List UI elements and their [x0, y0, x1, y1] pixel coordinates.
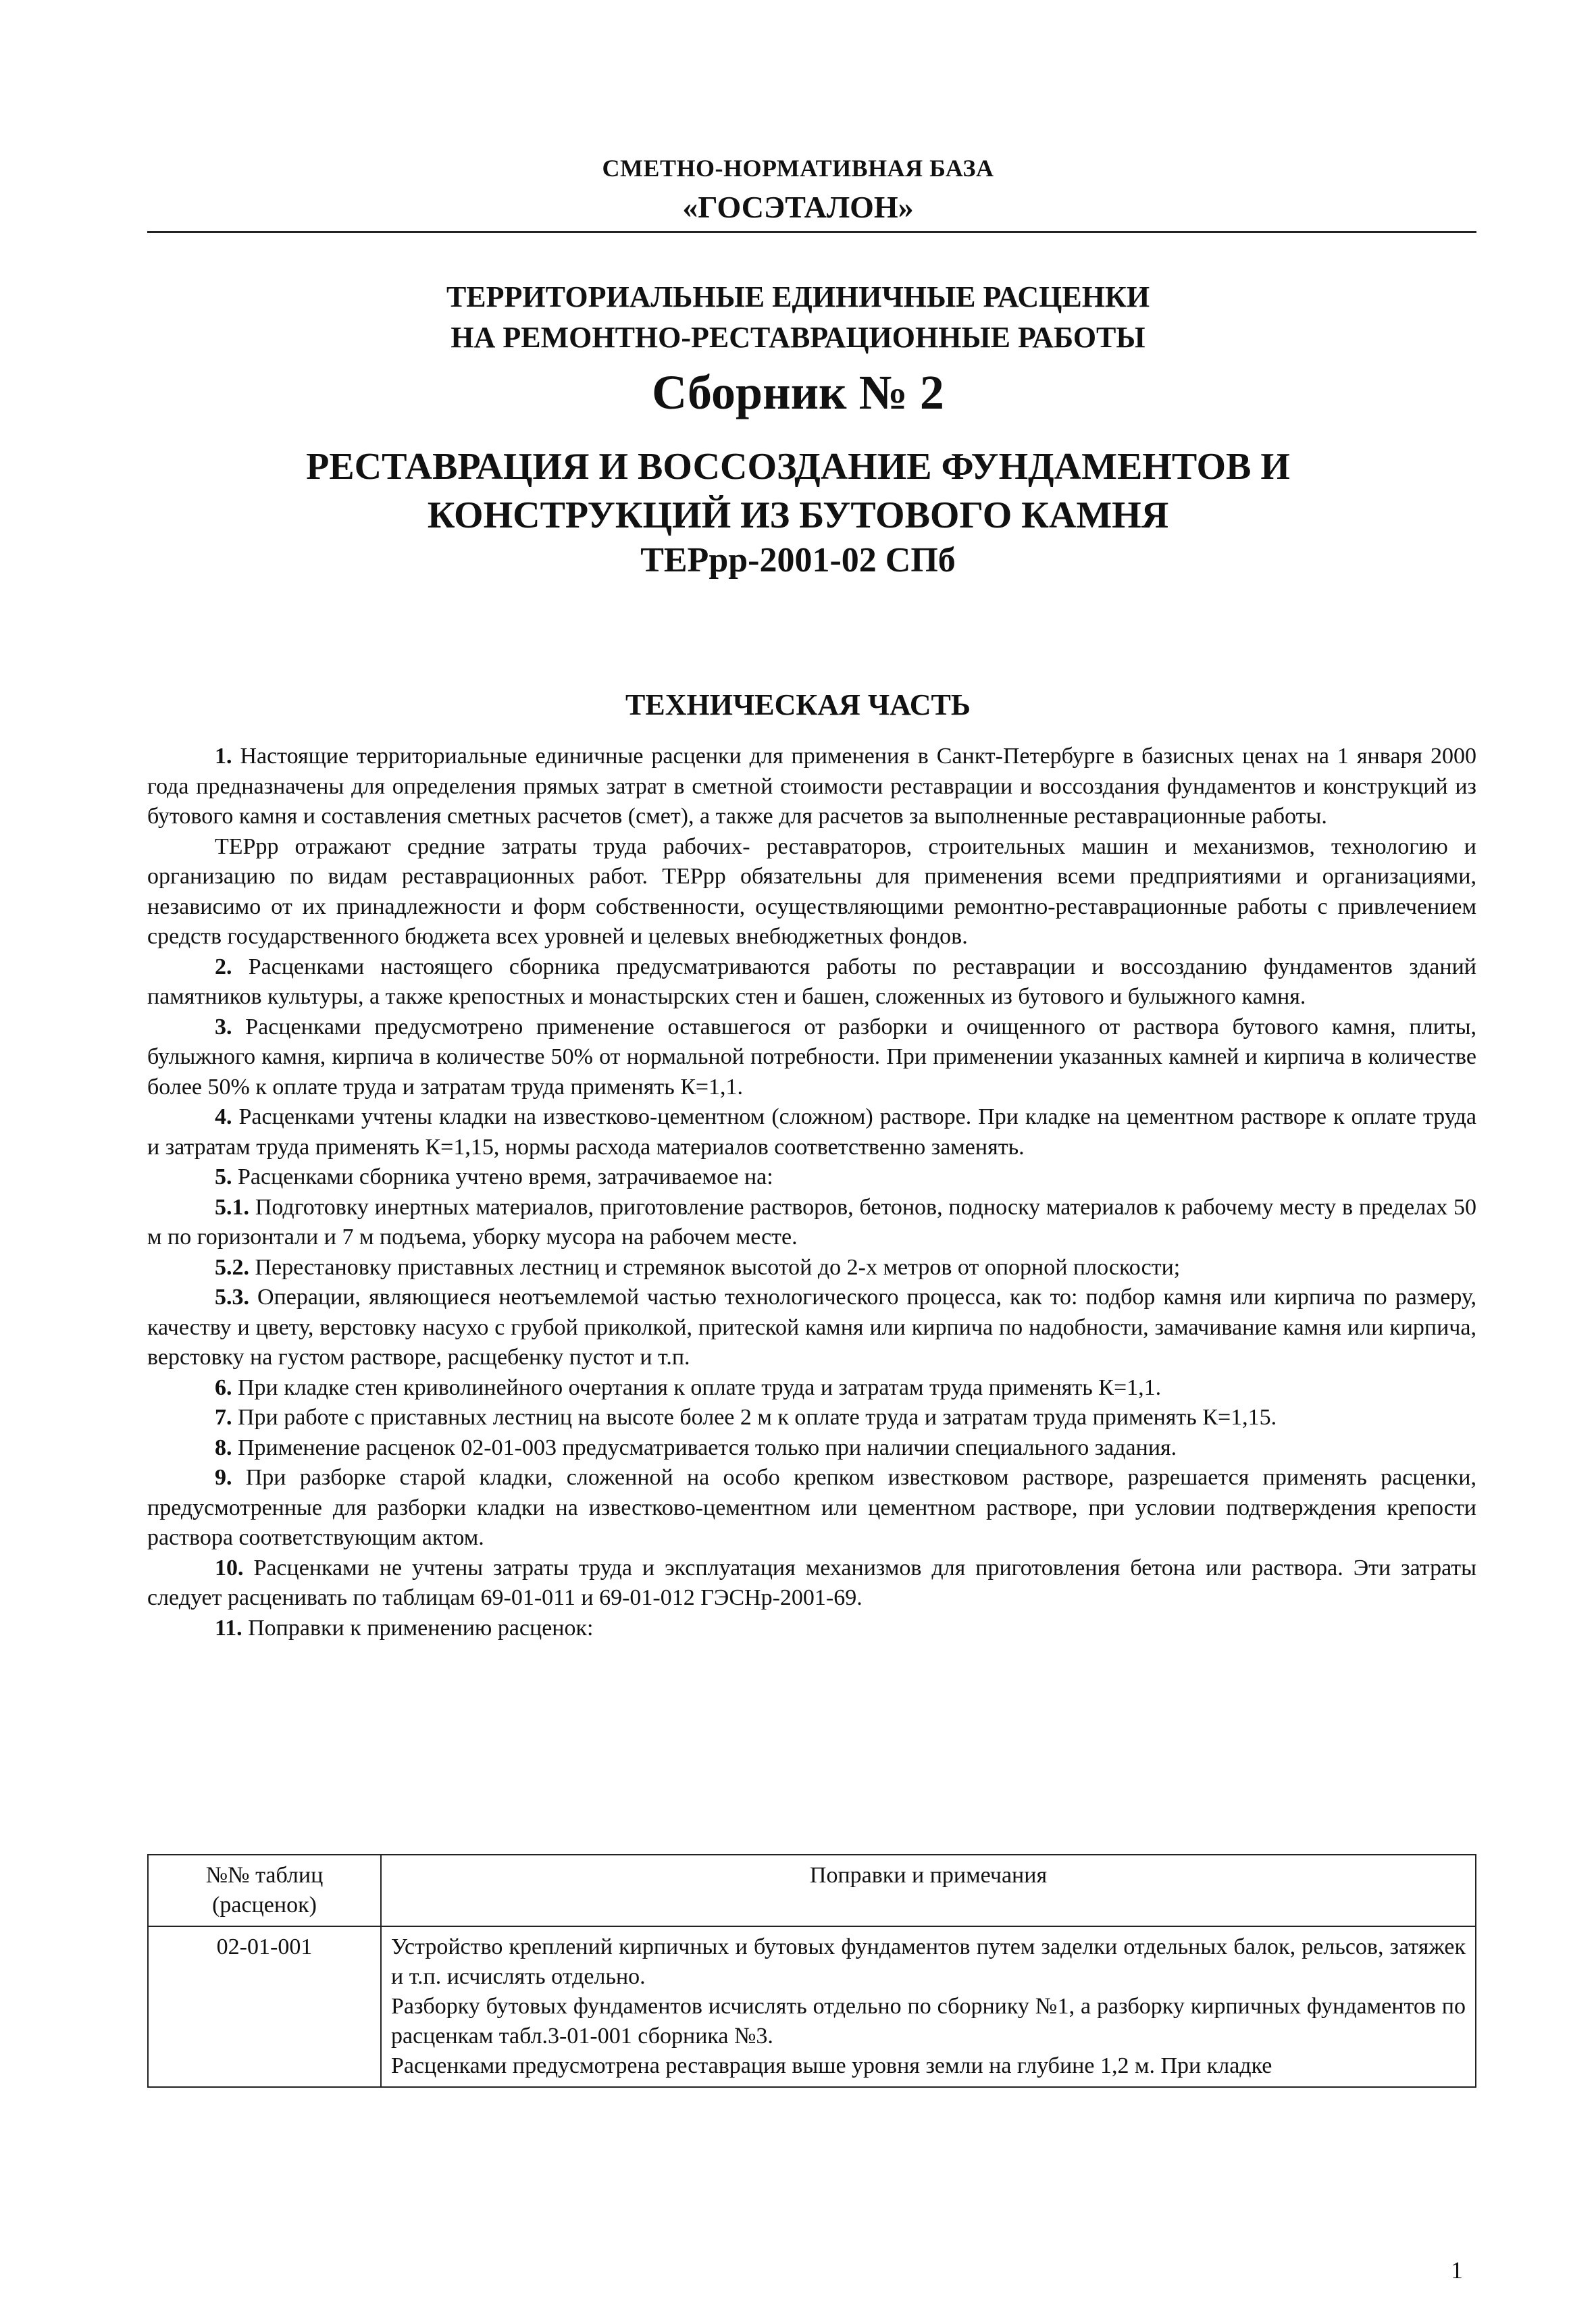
document-title: [0, 277, 1596, 358]
paragraph: 5.1. Подготовку инертных материалов, приготовление растворов, бетонов, подноску материалов к рабочему месту в пределах 50 м по горизонтали и 7 м подъема, уборку мусора на рабочем месте.: [147, 1194, 1476, 1250]
collection-title: Сборник № 2: [652, 365, 944, 419]
section-title: ТЕХНИЧЕСКАЯ ЧАСТЬ: [625, 688, 971, 721]
header-line-1: СМЕТНО-НОРМАТИВНАЯ БАЗА: [602, 155, 994, 182]
header-line-2: «ГОСЭТАЛОН»: [682, 190, 914, 224]
technical-part-body: [147, 742, 1476, 1643]
paragraph: 3. Расценками предусмотрено применение оставшегося от разборки и очищенного от раствора бутового камня, плиты, булыжного камня, кирпича в количестве 50% от нормальной потребности. При применении указанных камней и кирпича в количестве более 50% к оплате труда и затратам труда применять К=1,1.: [147, 1014, 1476, 1100]
paragraph: 5.2. Перестановку приставных лестниц и стремянок высотой до 2-х метров от опорной плоскости;: [215, 1254, 1181, 1280]
paragraph: 7. При работе с приставных лестниц на высоте более 2 м к оплате труда и затратам труда применять К=1,15.: [215, 1405, 1277, 1430]
paragraph: 9. При разборке старой кладки, сложенной на особо крепком известковом растворе, разрешается применять расценки, предусмотренные для разборки кладки на известково-цементном или цементном растворе, при условии подтверждения крепости раствора соответствующим актом.: [147, 1465, 1476, 1550]
document-code: ТЕРрр-2001-02 СПб: [640, 541, 956, 580]
paragraph: 5. Расценками сборника учтено время, затрачиваемое на:: [215, 1164, 773, 1189]
paragraph: 4. Расценками учтены кладки на известково-цементном (сложном) растворе. При кладке на цементном растворе к оплате труда и затратам труда применять К=1,15, нормы расхода материалов соответственно заменять.: [147, 1104, 1476, 1160]
paragraph: 11. Поправки к применению расценок:: [215, 1615, 594, 1641]
paragraph: 10. Расценками не учтены затраты труда и эксплуатация механизмов для приготовления бетона или раствора. Эти затраты следует расценивать по таблицам 69-01-011 и 69-01-012 ГЭСНр-2001-69.: [147, 1555, 1476, 1610]
title-line-1: ТЕРРИТОРИАЛЬНЫЕ ЕДИНИЧНЫЕ РАСЦЕНКИ: [446, 280, 1150, 313]
subject-line-2: КОНСТРУКЦИЙ ИЗ БУТОВОГО КАМНЯ: [427, 494, 1169, 536]
corrections-table: [147, 1854, 1476, 2088]
col-header-notes: Поправки и примечания: [381, 1855, 1476, 1926]
header-divider: [147, 231, 1476, 233]
table-row: [148, 1926, 1476, 2087]
paragraph: 1. Настоящие территориальные единичные расценки для применения в Санкт-Петербурге в базисных ценах на 1 января 2000 года предназначены для определения прямых затрат в сметной стоимости реставрации и воссоздания фундаментов и конструкций из бутового камня и составления сметных расчетов (смет), а также для расчетов за выполненные реставрационные работы.: [147, 744, 1476, 829]
paragraph: ТЕРрр отражают средние затраты труда рабочих- реставраторов, строительных машин и механизмов, технологию и организацию по видам реставрационных работ. ТЕРрр обязательны для применения всеми предприятиями и организациями, независимо от их принадлежности и форм собственности, осуществляющими ремонтно-реставрационные работы с привлечением средств государственного бюджета всех уровней и целевых внебюджетных фондов.: [147, 833, 1476, 949]
col-header-table-numbers: №№ таблиц (расценок): [148, 1855, 381, 1926]
note-text: Разборку бутовых фундаментов исчислять отдельно по сборнику №1, а разборку кирпичных фундаментов по расценкам табл.3-01-001 сборника №3.: [391, 1994, 1466, 2049]
table-header-row: [148, 1855, 1476, 1926]
subject-title: [0, 442, 1596, 540]
subject-line-1: РЕСТАВРАЦИЯ И ВОССОЗДАНИЕ ФУНДАМЕНТОВ И: [306, 446, 1290, 488]
paragraph: 5.3. Операции, являющиеся неотъемлемой частью технологического процесса, как то: подбор камня или кирпича по размеру, качеству и цвету, верстовку насухо с грубой приколкой, притеской камня или кирпича по надобности, замачивание камня или кирпича, верстовку на густом растворе, расщебенку пустот и т.п.: [147, 1285, 1476, 1370]
paragraph: 8. Применение расценок 02-01-003 предусматривается только при наличии специального задания.: [215, 1435, 1177, 1460]
table-notes-cell: [381, 1926, 1476, 2087]
paragraph: 6. При кладке стен криволинейного очертания к оплате труда и затратам труда применять К=1,1.: [215, 1374, 1162, 1400]
table-code-cell: 02-01-001: [148, 1926, 381, 2087]
title-line-2: НА РЕМОНТНО-РЕСТАВРАЦИОННЫЕ РАБОТЫ: [451, 321, 1145, 354]
paragraph: 2. Расценками настоящего сборника предусматриваются работы по реставрации и воссозданию фундаментов зданий памятников культуры, а также крепостных и монастырских стен и башен, сложенных из бутового и булыжного камня.: [147, 954, 1476, 1009]
note-text: Расценками предусмотрена реставрация выше уровня земли на глубине 1,2 м. При кладке: [391, 2053, 1272, 2078]
note-text: Устройство креплений кирпичных и бутовых фундаментов путем заделки отдельных балок, рельсов, затяжек и т.п. исчислять отдельно.: [391, 1934, 1466, 1989]
page-number: 1: [1451, 2257, 1463, 2284]
